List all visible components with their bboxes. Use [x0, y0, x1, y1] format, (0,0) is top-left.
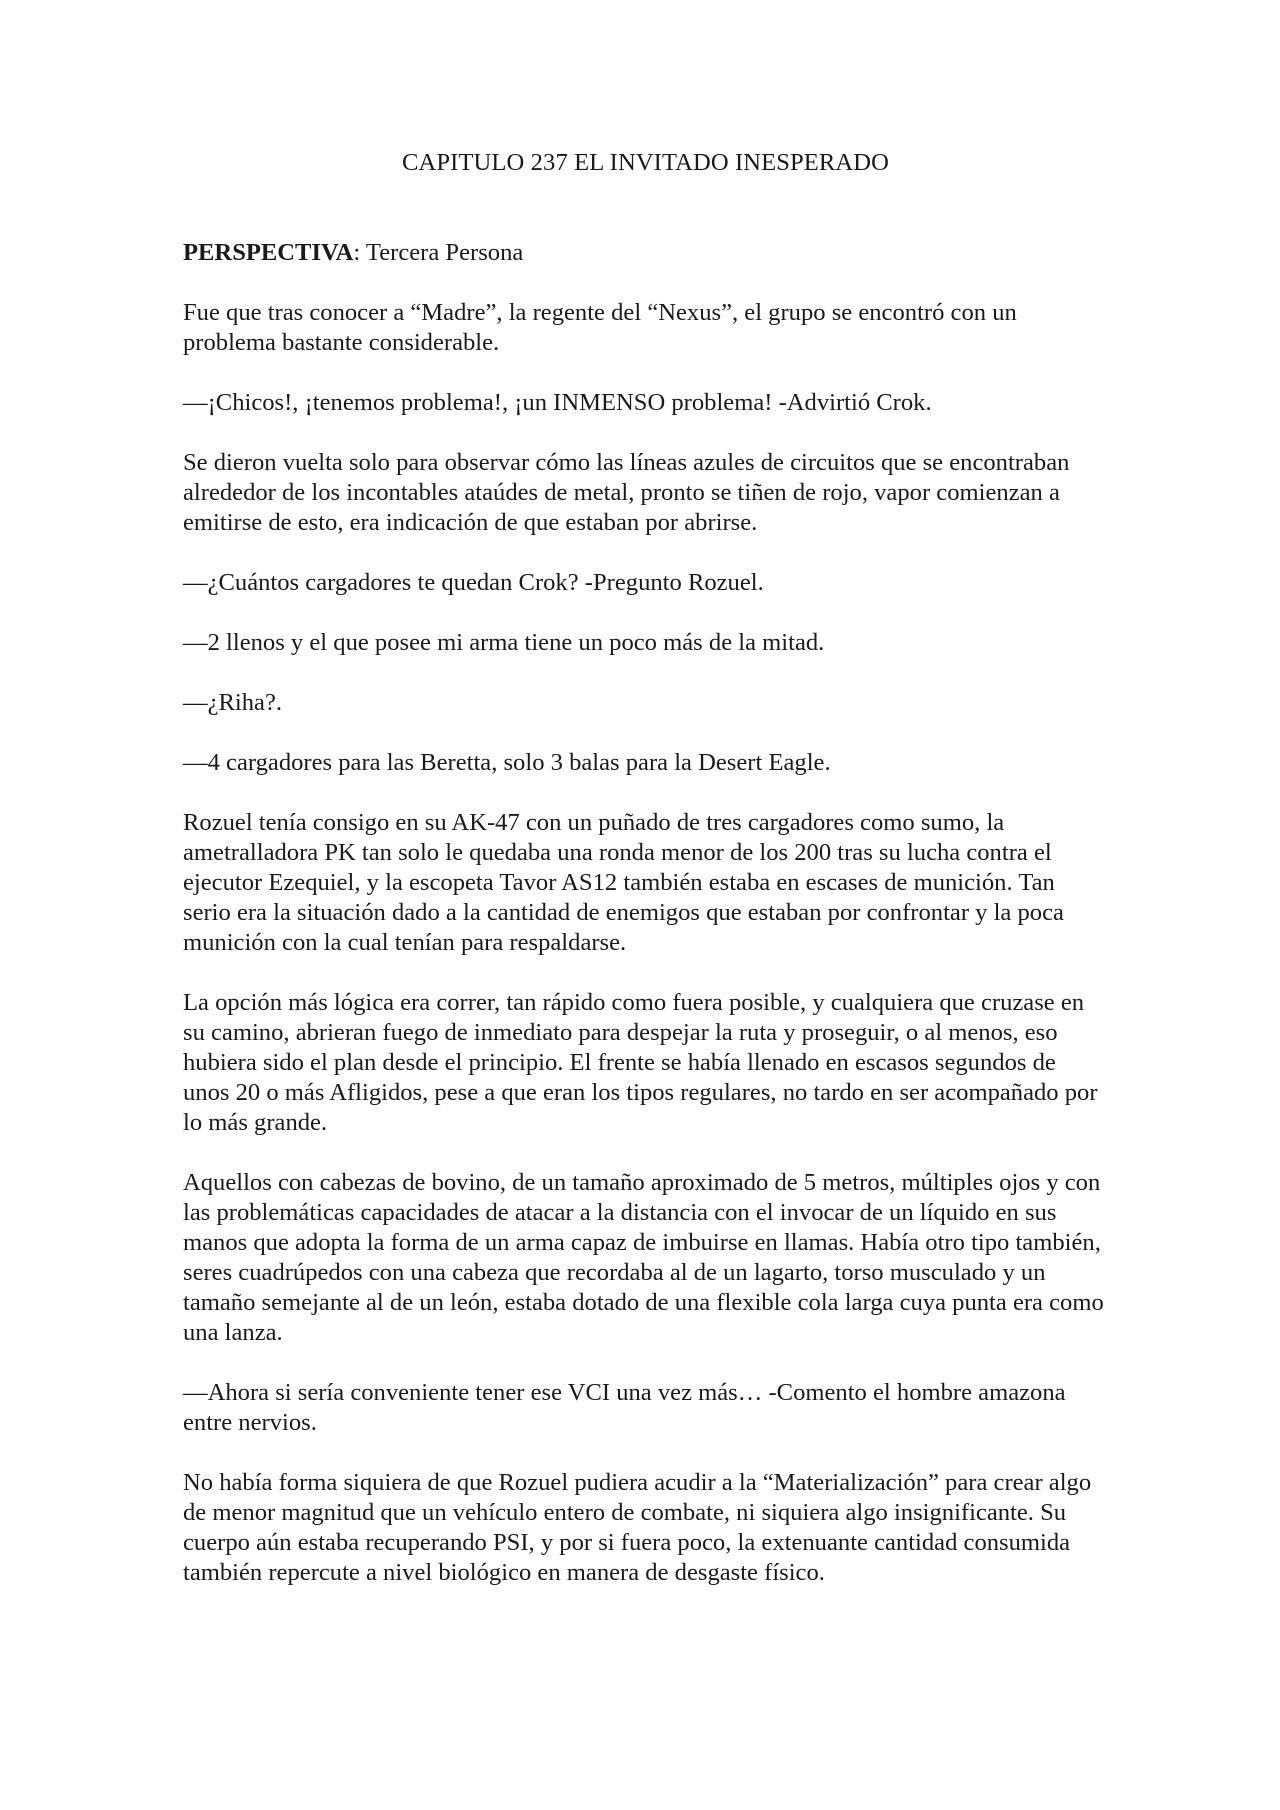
- document-body: [183, 148, 1108, 1618]
- perspective-line: [183, 238, 1108, 268]
- dialogue-line: —¿Cuántos cargadores te quedan Crok? -Pregunto Rozuel.: [183, 569, 764, 596]
- perspective-label: PERSPECTIVA: [183, 239, 354, 266]
- dialogue-line: —¿Riha?.: [183, 689, 283, 716]
- paragraph: Se dieron vuelta solo para observar cómo las líneas azules de circuitos que se encontraban alrededor de los incontables ataúdes de metal, pronto se tiñen de rojo, vapor comienzan a emitirse de esto, era indicación de que estaban por abrirse.: [183, 449, 1070, 536]
- dialogue-line: —¡Chicos!, ¡tenemos problema!, ¡un INMENSO problema! -Advirtió Crok.: [183, 389, 932, 416]
- paragraph: Fue que tras conocer a “Madre”, la regente del “Nexus”, el grupo se encontró con un problema bastante considerable.: [183, 299, 1017, 356]
- dialogue-line: —2 llenos y el que posee mi arma tiene un poco más de la mitad.: [183, 629, 825, 656]
- paragraph: La opción más lógica era correr, tan rápido como fuera posible, y cualquiera que cruzase en su camino, abrieran fuego de inmediato para despejar la ruta y proseguir, o al menos, eso hubiera sido el plan desde el principio. El frente se había llenado en escasos segundos de unos 20 o más Afligidos, pese a que eran los tipos regulares, no tardo en ser acompañado por lo más grande.: [183, 989, 1098, 1136]
- paragraph: No había forma siquiera de que Rozuel pudiera acudir a la “Materialización” para crear algo de menor magnitud que un vehículo entero de combate, ni siquiera algo insignificante. Su cuerpo aún estaba recuperando PSI, y por si fuera poco, la extenuante cantidad consumida también repercute a nivel biológico en manera de desgaste físico.: [183, 1469, 1092, 1586]
- perspective-value: : Tercera Persona: [353, 239, 524, 266]
- dialogue-line: —Ahora si sería conveniente tener ese VCI una vez más… -Comento el hombre amazona entre nervios.: [183, 1379, 1066, 1436]
- paragraph: Aquellos con cabezas de bovino, de un tamaño aproximado de 5 metros, múltiples ojos y con las problemáticas capacidades de atacar a la distancia con el invocar de un líquido en sus manos que adopta la forma de un arma capaz de imbuirse en llamas. Había otro tipo también, seres cuadrúpedos con una cabeza que recordaba al de un lagarto, torso musculado y un tamaño semejante al de un león, estaba dotado de una flexible cola larga cuya punta era como una lanza.: [183, 1169, 1104, 1346]
- chapter-title: CAPITULO 237 EL INVITADO INESPERADO: [402, 149, 889, 176]
- paragraph: Rozuel tenía consigo en su AK-47 con un puñado de tres cargadores como sumo, la ametralladora PK tan solo le quedaba una ronda menor de los 200 tras su lucha contra el ejecutor Ezequiel, y la escopeta Tavor AS12 también estaba en escases de munición. Tan serio era la situación dado a la cantidad de enemigos que estaban por confrontar y la poca munición con la cual tenían para respaldarse.: [183, 809, 1064, 956]
- dialogue-line: —4 cargadores para las Beretta, solo 3 balas para la Desert Eagle.: [183, 749, 831, 776]
